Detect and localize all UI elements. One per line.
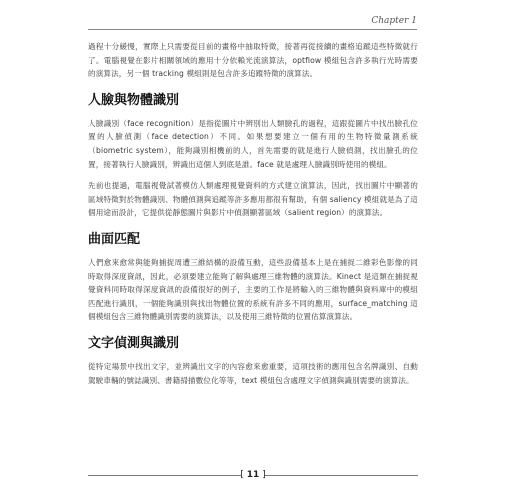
section-heading-text-detection: 文字偵測與識別: [88, 335, 180, 351]
text-detection-paragraph: 從特定場景中找出文字，並辨識出文字的內容愈來愈重要，這項技術的應用包含名牌識別、自動駕駛車輛的號誌識別、書籍掃描數位化等等，text 模組包含處理文字偵測與識別需要的演算法。: [88, 361, 418, 385]
face-recognition-paragraph: 人臉識別（face recognition）是指從圖片中辨別出人類臉孔的過程，這跟從圖片中找出臉孔位置的人臉偵測（face detection）不同。如果想要建立一個有用的生物特徵量測系統（biometric system），能夠識別相機前的人，首先需要的就是進行人臉偵測，找出臉孔的位置，接著執行人臉識別，辨識出這個人到底是誰。face 就是處理人臉識別時使用的模組。: [88, 118, 418, 169]
footer-rule-right: [265, 475, 418, 476]
page-number: [ 11 ]: [240, 470, 266, 480]
page-footer: [88, 468, 418, 482]
saliency-paragraph: 先前也提過，電腦視覺試著模仿人類處理視覺資料的方式建立演算法，因此，找出圖片中顯著的區域特徵對於物體識別、物體偵測與追蹤等許多應用都很有幫助，有個 saliency 模組就是為了這個用途而設計，它提供從靜態圖片與影片中偵測顯著區域（salient region）的演算法。: [88, 181, 418, 218]
section-heading-face-recognition: 人臉與物體識別: [88, 92, 180, 108]
page-number-value: 11: [246, 470, 260, 480]
chapter-label: Chapter 1: [371, 16, 417, 26]
intro-paragraph: 過程十分緩慢，實際上只需要從目前的畫格中抽取特徵，接著再從接續的畫格追蹤這些特徵就行了。電腦視覺在影片相關領域的應用十分依賴光流演算法，optflow 模組包含許多執行光時需要的演算法，另一個 tracking 模組則是包含許多追蹤特徵的演算法。: [88, 42, 418, 79]
section-heading-surface-matching: 曲面匹配: [88, 231, 141, 247]
page-body: [88, 40, 418, 395]
header-divider: [88, 29, 417, 30]
surface-matching-paragraph: 人們愈來愈常與能夠捕捉周遭三維結構的設備互動，這些設備基本上是在捕捉二維彩色影像的同時取得深度資訊，因此，必須要建立能夠了解與處理三維物體的演算法。Kinect 是這類在捕捉視覺資料同時取得深度資訊的設備很好的例子，主要的工作是將輸入的三維物體與資料庫中的模組匹配進行識別，一個能夠識別與找出物體位置的系統有許多不同的應用，surface_matching 這個模組包含三維物體識別需要的演算法，以及使用三維特徵的位置估算演算法。: [88, 257, 418, 322]
